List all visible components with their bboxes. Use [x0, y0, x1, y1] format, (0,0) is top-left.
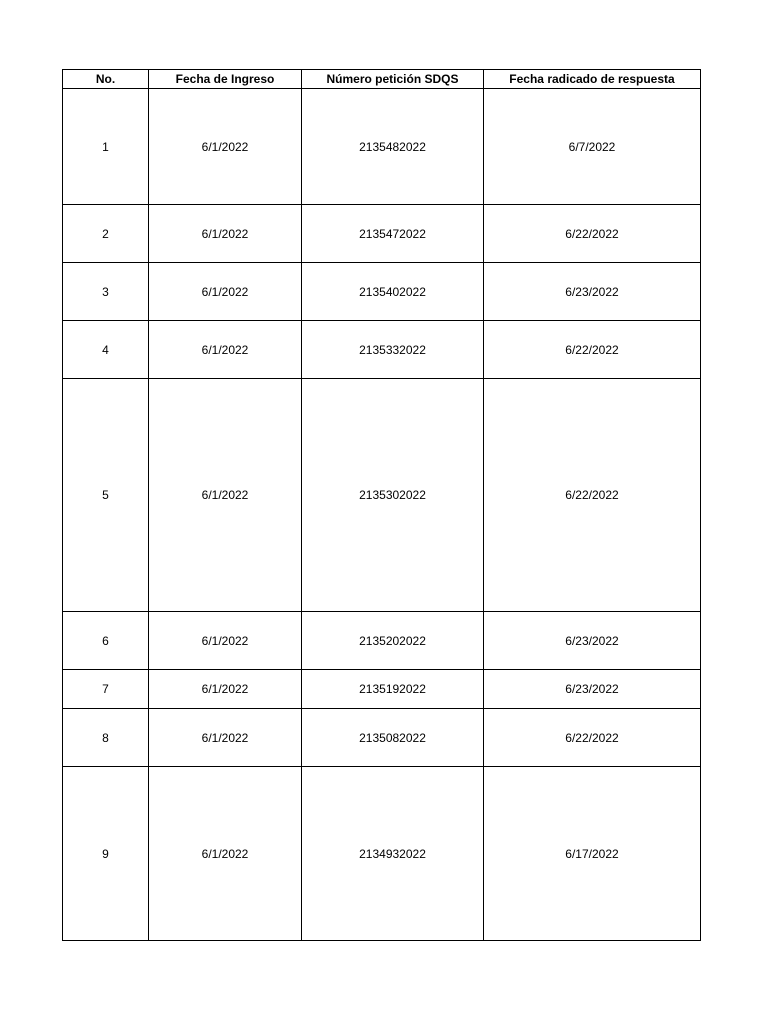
cell-fecha-respuesta: 6/23/2022 [484, 670, 701, 709]
cell-fecha-respuesta: 6/17/2022 [484, 767, 701, 941]
cell-fecha-ingreso: 6/1/2022 [149, 205, 302, 263]
cell-fecha-respuesta: 6/22/2022 [484, 379, 701, 612]
cell-no: 8 [63, 709, 149, 767]
header-fecha-ingreso: Fecha de Ingreso [149, 70, 302, 89]
cell-no: 4 [63, 321, 149, 379]
cell-fecha-respuesta: 6/23/2022 [484, 612, 701, 670]
table-row [63, 379, 701, 612]
cell-no: 6 [63, 612, 149, 670]
cell-numero-peticion: 2135082022 [302, 709, 484, 767]
cell-no: 2 [63, 205, 149, 263]
header-numero-peticion: Número petición SDQS [302, 70, 484, 89]
table-row [63, 321, 701, 379]
cell-fecha-ingreso: 6/1/2022 [149, 263, 302, 321]
header-fecha-respuesta: Fecha radicado de respuesta [484, 70, 701, 89]
cell-fecha-ingreso: 6/1/2022 [149, 612, 302, 670]
cell-no: 7 [63, 670, 149, 709]
cell-numero-peticion: 2135482022 [302, 89, 484, 205]
cell-numero-peticion: 2135472022 [302, 205, 484, 263]
cell-no: 3 [63, 263, 149, 321]
table-row [63, 612, 701, 670]
table-row [63, 709, 701, 767]
cell-fecha-respuesta: 6/22/2022 [484, 709, 701, 767]
cell-fecha-respuesta: 6/7/2022 [484, 89, 701, 205]
table-row [63, 205, 701, 263]
cell-fecha-ingreso: 6/1/2022 [149, 89, 302, 205]
sdqs-requests-table [62, 69, 701, 941]
cell-fecha-ingreso: 6/1/2022 [149, 321, 302, 379]
cell-numero-peticion: 2135192022 [302, 670, 484, 709]
table-row [63, 767, 701, 941]
header-no: No. [63, 70, 149, 89]
cell-fecha-respuesta: 6/23/2022 [484, 263, 701, 321]
cell-fecha-respuesta: 6/22/2022 [484, 205, 701, 263]
cell-numero-peticion: 2134932022 [302, 767, 484, 941]
cell-fecha-ingreso: 6/1/2022 [149, 379, 302, 612]
cell-fecha-ingreso: 6/1/2022 [149, 670, 302, 709]
table-row [63, 89, 701, 205]
table-row [63, 263, 701, 321]
cell-no: 9 [63, 767, 149, 941]
cell-numero-peticion: 2135202022 [302, 612, 484, 670]
cell-fecha-ingreso: 6/1/2022 [149, 767, 302, 941]
cell-fecha-ingreso: 6/1/2022 [149, 709, 302, 767]
table-row [63, 670, 701, 709]
table-header-row [63, 70, 701, 89]
cell-numero-peticion: 2135302022 [302, 379, 484, 612]
cell-numero-peticion: 2135402022 [302, 263, 484, 321]
cell-numero-peticion: 2135332022 [302, 321, 484, 379]
cell-no: 1 [63, 89, 149, 205]
cell-no: 5 [63, 379, 149, 612]
cell-fecha-respuesta: 6/22/2022 [484, 321, 701, 379]
